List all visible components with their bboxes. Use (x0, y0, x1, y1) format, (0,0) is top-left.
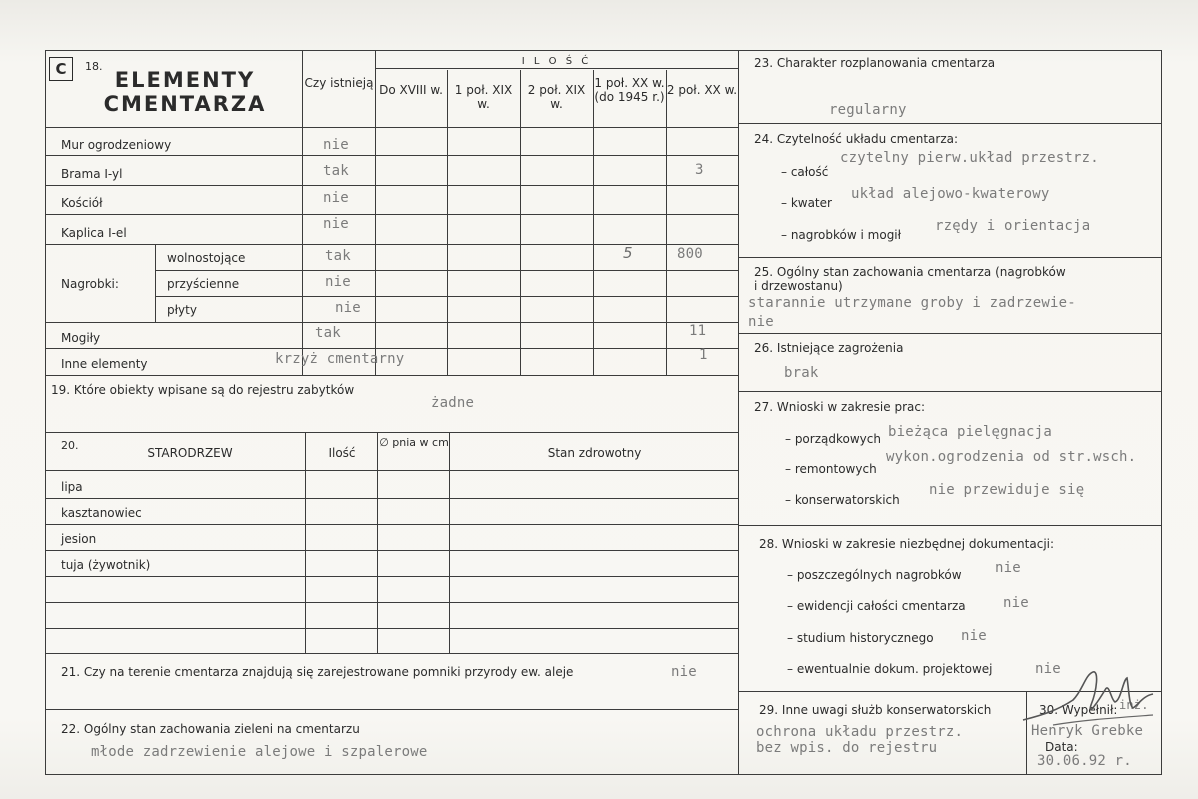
nagrobki-p5-wolnostojace: 800 (677, 246, 703, 262)
nagrobki-plyty: płyty (167, 303, 197, 317)
s18-num: 18. (85, 60, 103, 73)
tree-tuja: tuja (żywotnik) (61, 558, 151, 572)
s24-kwater-value: układ alejowo-kwaterowy (851, 186, 1050, 202)
card-letter: C (49, 57, 73, 81)
s20-hline-5 (45, 602, 738, 603)
frame-top (45, 50, 1162, 51)
s30-date: 30.06.92 r. (1037, 753, 1132, 769)
nagrobki-czy-przyscienne: nie (325, 274, 351, 290)
row-p5-mogily: 11 (689, 323, 707, 339)
s21-bottom-line (45, 709, 738, 710)
s24-nagrobkow-label: – nagrobków i mogił (781, 228, 902, 242)
s27-bottom-line (738, 525, 1162, 526)
s20-col-pnia: ∅ pnia w cm (379, 436, 449, 449)
s24-calosc-label: – całość (781, 165, 829, 179)
s18-hline-1 (45, 155, 738, 156)
s18-title-line1: ELEMENTY (114, 68, 256, 92)
s28-studium-label: – studium historycznego (787, 631, 934, 645)
s18-vline-p1 (447, 70, 448, 375)
row-p5-inne: 1 (699, 347, 708, 363)
s30-label: 30. Wypełnił: (1039, 703, 1118, 717)
row-p5-brama: 3 (695, 162, 704, 178)
nagrobki-label: Nagrobki: (61, 277, 119, 291)
nagrobki-przyscienne: przyścienne (167, 277, 240, 291)
s20-vline-1 (305, 432, 306, 653)
s18-vline-p2 (520, 70, 521, 375)
s20-hline-1 (45, 498, 738, 499)
nagrobki-wolnostojace: wolnostojące (167, 251, 246, 265)
s23-value: regularny (829, 102, 907, 118)
frame-left (45, 50, 46, 775)
s29-value2: bez wpis. do rejestru (756, 740, 938, 756)
s29-value1: ochrona układu przestrz. (756, 724, 964, 740)
s23-label: 23. Charakter rozplanowania cmentarza (754, 56, 996, 70)
s27-porzadkowych-value: bieżąca pielęgnacja (888, 424, 1052, 440)
column-divider (738, 50, 739, 775)
nagrobki-p4-wolnostojace: 5 (623, 244, 633, 262)
s20-title: STARODRZEW (147, 446, 233, 460)
tree-kasztanowiec: kasztanowiec (61, 506, 142, 520)
s23-bottom-line (738, 123, 1162, 124)
row-czy-kaplica: nie (323, 216, 349, 232)
frame-bottom (45, 774, 1162, 775)
s18-hline-5 (155, 270, 738, 271)
s20-hline-4 (45, 576, 738, 577)
s25-label2: i drzewostanu) (754, 279, 843, 293)
row-label-kaplica: Kaplica I-el (61, 226, 127, 240)
s18-hline-3 (45, 214, 738, 215)
s28-label: 28. Wnioski w zakresie niezbędnej dokumentacji: (759, 537, 1055, 551)
nagrobki-czy-wolnostojace: tak (325, 248, 351, 264)
s21-value: nie (671, 664, 697, 680)
s30-date-label: Data: (1045, 740, 1078, 754)
s18-vline-p0 (375, 50, 376, 375)
s29-label: 29. Inne uwagi służb konserwatorskich (759, 703, 992, 717)
s19-label: 19. Które obiekty wpisane są do rejestru zabytków (51, 383, 355, 397)
s20-hline-7 (45, 653, 738, 654)
s18-hline-8 (45, 348, 738, 349)
s25-label1: 25. Ogólny stan zachowania cmentarza (nagrobków (754, 265, 1066, 279)
s18-hline-9 (45, 375, 738, 376)
row-label-kosciol: Kościół (61, 196, 103, 210)
s20-hline-3 (45, 550, 738, 551)
s26-label: 26. Istniejące zagrożenia (754, 341, 904, 355)
s18-hline-6 (155, 296, 738, 297)
s27-konserwatorskich-value: nie przewiduje się (929, 482, 1085, 498)
s30-title: inż. (1119, 698, 1149, 712)
s20-vline-3 (449, 432, 450, 653)
period-do-xviii: Do XVIII w. (379, 83, 443, 97)
s19-value: żadne (431, 395, 475, 411)
s18-title-line2: CMENTARZA (103, 92, 267, 116)
s18-hline-2 (45, 185, 738, 186)
s28-studium-value: nie (961, 628, 987, 644)
form-grid (45, 50, 1162, 775)
s24-nagrobkow-value: rzędy i orientacja (935, 218, 1091, 234)
s26-value: brak (784, 365, 819, 381)
row-label-mogily: Mogiły (61, 331, 101, 345)
s18-col-czy: Czy istnieją (304, 76, 374, 90)
s20-hline-0 (45, 470, 738, 471)
s27-remontowych-label: – remontowych (785, 462, 877, 476)
s28-ewidencji-label: – ewidencji całości cmentarza (787, 599, 966, 613)
s18-hline-header (45, 127, 738, 128)
s20-hline-2 (45, 524, 738, 525)
s27-label: 27. Wnioski w zakresie prac: (754, 400, 926, 414)
s22-value: młode zadrzewienie alejowe i szpalerowe (91, 744, 428, 760)
s18-hline-4 (45, 244, 738, 245)
s27-remontowych-value: wykon.ogrodzenia od str.wsch. (886, 449, 1137, 465)
nagrobki-czy-plyty: nie (335, 300, 361, 316)
row-label-inne: Inne elementy (61, 357, 148, 371)
s18-vline-nagrobki (155, 244, 156, 322)
row-value-inne: krzyż cmentarny (275, 351, 405, 367)
s18-vline-p3 (593, 70, 594, 375)
s20-vline-2 (377, 432, 378, 653)
s26-bottom-line (738, 391, 1162, 392)
s21-label: 21. Czy na terenie cmentarza znajdują się zarejestrowane pomniki przyrody ew. aleje (61, 665, 574, 679)
s27-porzadkowych-label: – porządkowych (785, 432, 881, 446)
s25-value2: nie (748, 314, 774, 330)
s30-name: Henryk Grebke (1031, 723, 1144, 739)
row-czy-mogily: tak (315, 325, 341, 341)
s18-vline-p4 (666, 70, 667, 375)
s24-calosc-value: czytelny pierw.układ przestrz. (840, 150, 1099, 166)
s20-hline-6 (45, 628, 738, 629)
s27-konserwatorskich-label: – konserwatorskich (785, 493, 900, 507)
s18-vline-czy (302, 50, 303, 375)
period-2pol-xx: 2 poł. XX w. (666, 83, 738, 97)
frame-right (1161, 50, 1162, 775)
row-czy-mur: nie (323, 137, 349, 153)
signature-image (1013, 660, 1161, 740)
period-1pol-xx: 1 poł. XX w. (do 1945 r.) (594, 76, 665, 104)
row-label-brama: Brama I-yl (61, 167, 123, 181)
s24-bottom-line (738, 257, 1162, 258)
tree-jesion: jesion (61, 532, 97, 546)
period-2pol-xix: 2 poł. XIX w. (527, 83, 586, 111)
s28-projektowej-value: nie (1035, 661, 1061, 677)
s22-label: 22. Ogólny stan zachowania zieleni na cmentarzu (61, 722, 360, 736)
s25-bottom-line (738, 333, 1162, 334)
period-1pol-xix: 1 poł. XIX w. (454, 83, 513, 111)
s24-label: 24. Czytelność układu cmentarza: (754, 132, 959, 146)
s28-ewidencji-value: nie (1003, 595, 1029, 611)
s20-col-stan: Stan zdrowotny (547, 446, 642, 460)
s18-ilosc-header: I L O Ś Ć (521, 56, 592, 67)
s28-projektowej-label: – ewentualnie dokum. projektowej (787, 662, 993, 676)
s28-nagrobkow-label: – poszczególnych nagrobków (787, 568, 962, 582)
s20-col-ilosc: Ilość (328, 446, 356, 460)
row-czy-brama: tak (323, 163, 349, 179)
row-czy-kosciol: nie (323, 190, 349, 206)
s20-num: 20. (61, 439, 79, 452)
tree-lipa: lipa (61, 480, 83, 494)
s19-bottom-line (45, 432, 738, 433)
s28-nagrobkow-value: nie (995, 560, 1021, 576)
s25-value1: starannie utrzymane groby i zadrzewie- (748, 295, 1076, 311)
s18-hline-ilosc (375, 68, 738, 69)
s24-kwater-label: – kwater (781, 196, 832, 210)
s18-hline-7 (45, 322, 738, 323)
row-label-mur: Mur ogrodzeniowy (61, 138, 172, 152)
